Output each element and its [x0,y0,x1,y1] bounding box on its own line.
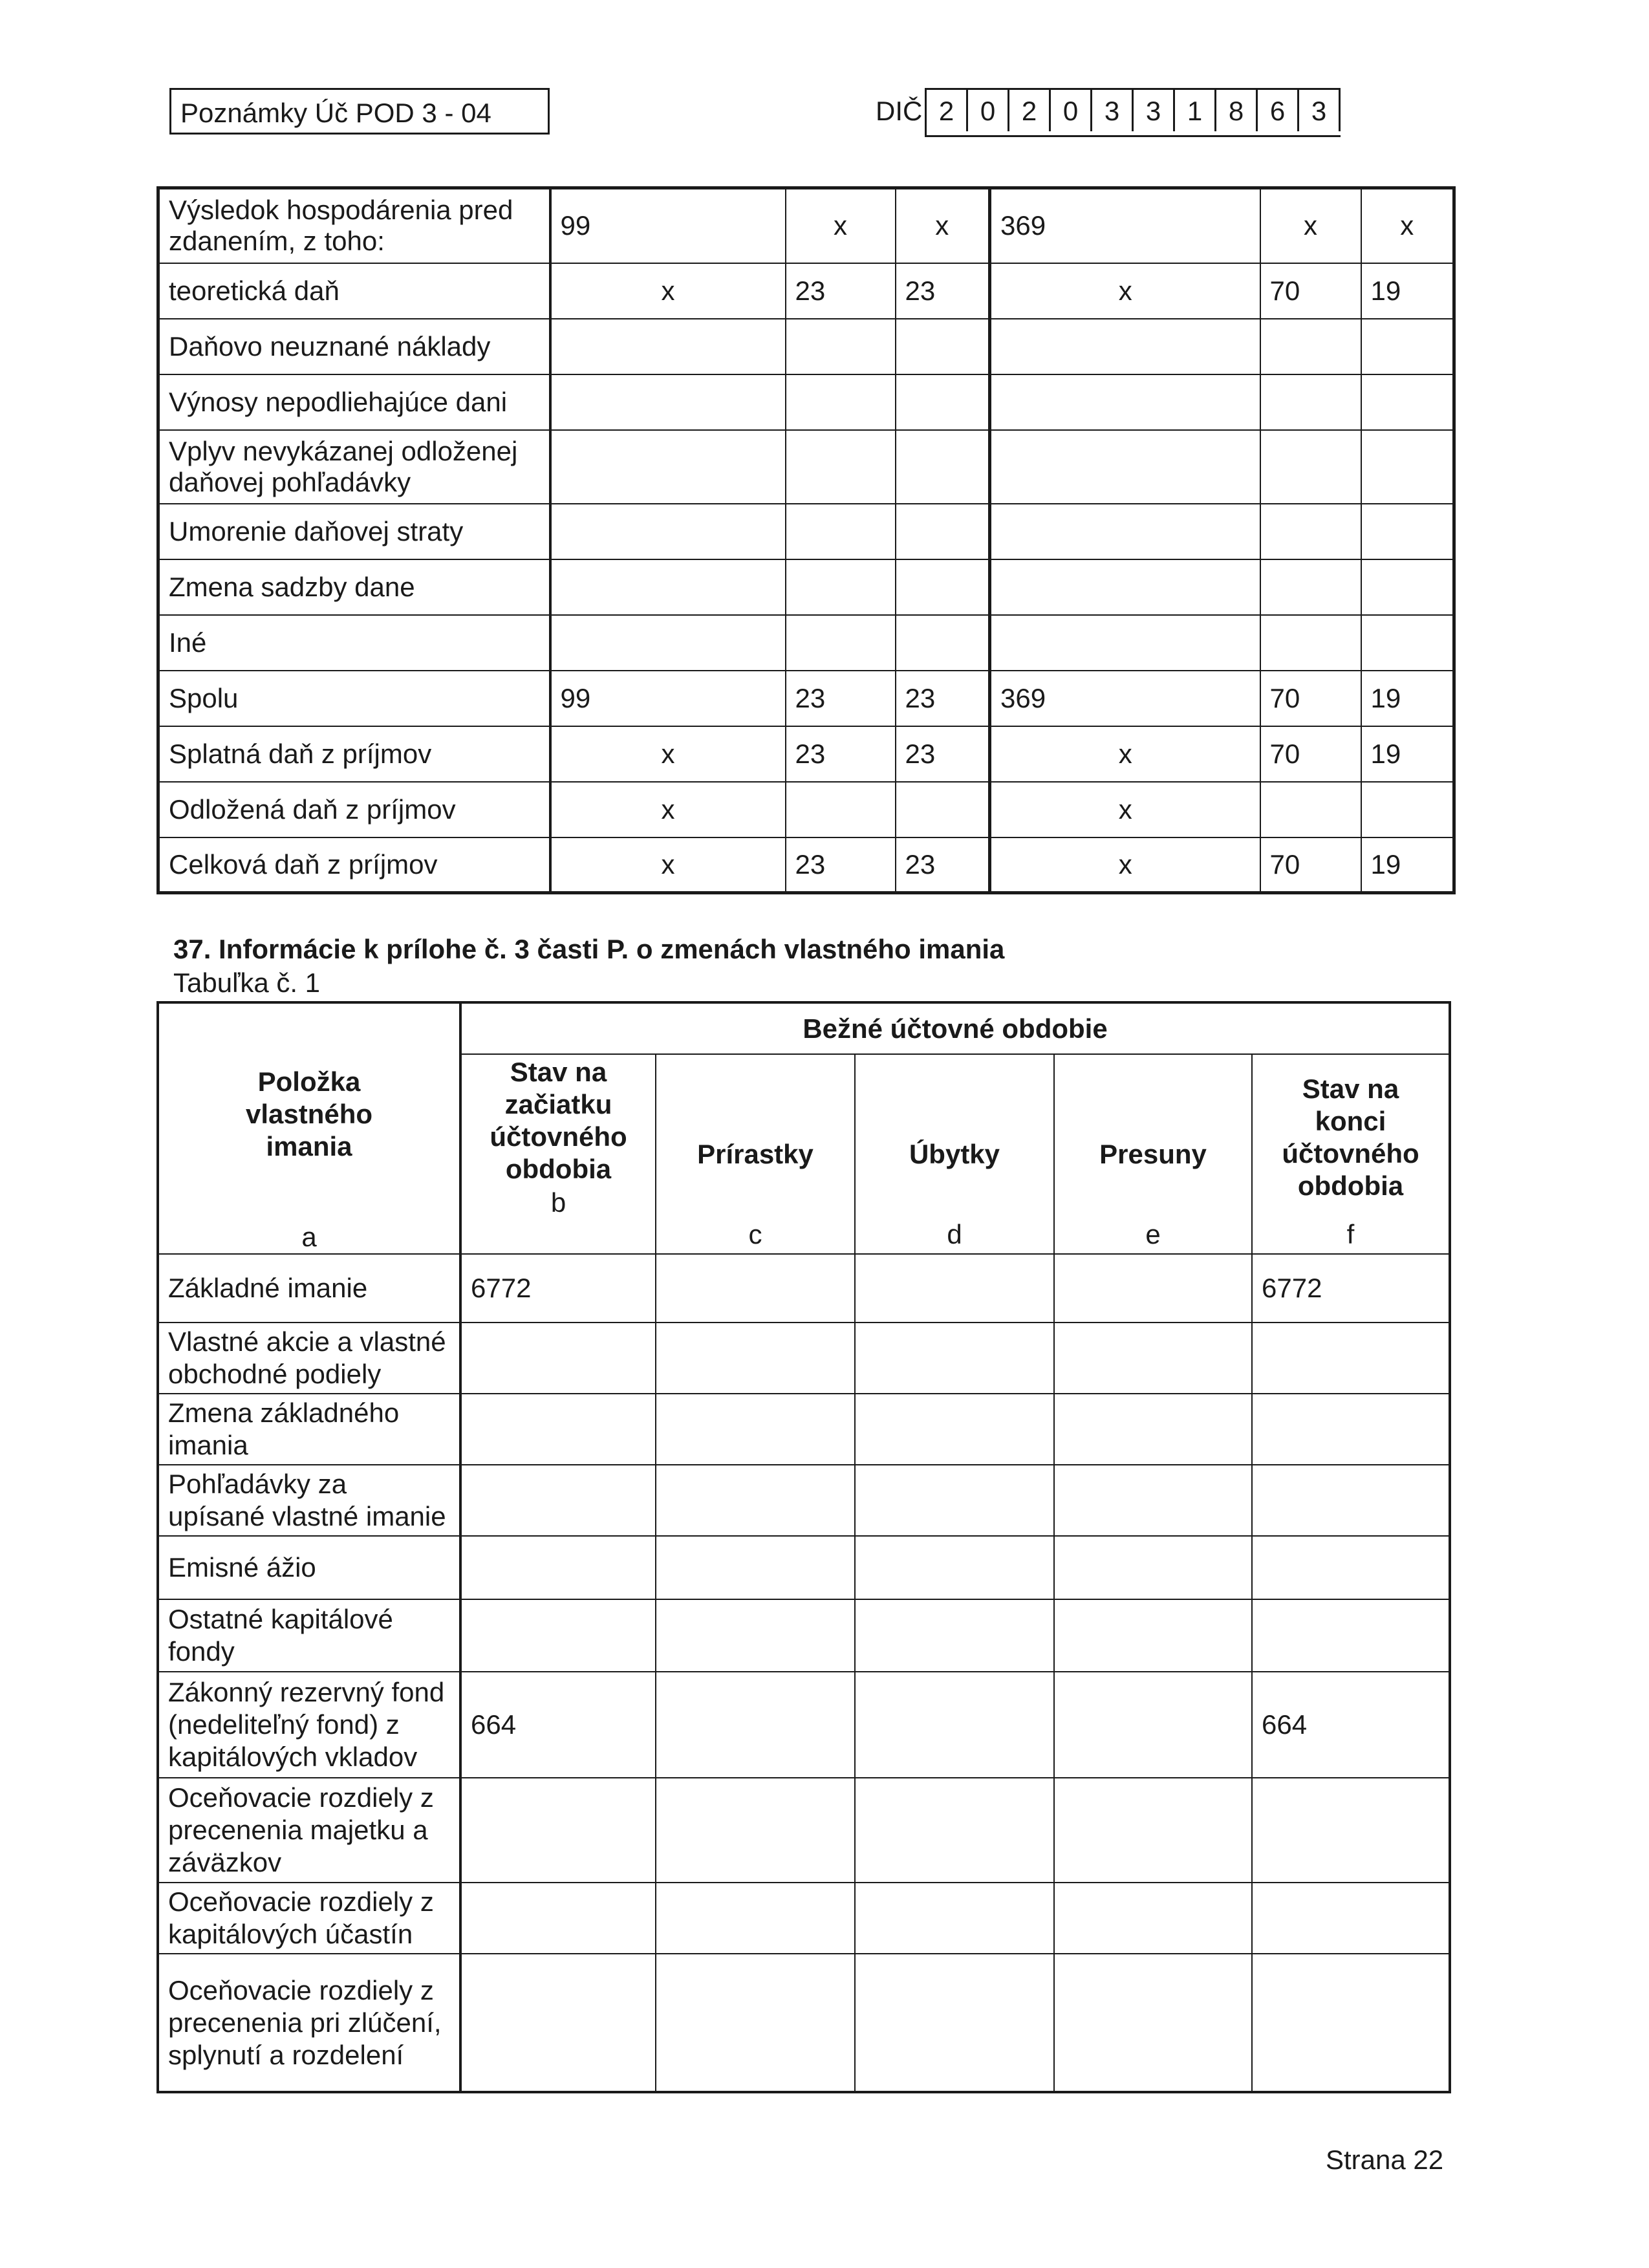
table-cell [460,1465,656,1536]
table-cell [1054,1672,1252,1778]
row-label: Iné [158,615,550,671]
table-cell: 19 [1361,837,1454,893]
column-letter: a [301,1222,317,1252]
row-label: Oceňovacie rozdiely z kapitálových účastín [158,1883,460,1954]
table-cell [550,559,786,615]
table-cell: 6772 [460,1254,656,1323]
column-header-cell [656,1054,855,1254]
column-header: Presuny [1099,1138,1207,1169]
table-cell [855,1394,1054,1465]
table-cell [656,1778,855,1883]
table-cell [1054,1465,1252,1536]
table-row [158,726,1454,782]
table-row [158,1394,1450,1465]
table-cell [460,1536,656,1599]
table-cell: 70 [1260,837,1361,893]
table-cell [656,1599,855,1672]
table-cell: x [550,782,786,837]
column-letter: d [947,1219,962,1249]
table-cell [855,1778,1054,1883]
table-cell [855,1883,1054,1954]
row-label: Oceňovacie rozdiely z precenenia majetku a záväzkov [158,1778,460,1883]
table-cell [1054,1323,1252,1394]
dic-digit: 1 [1175,90,1216,131]
row-label: Umorenie daňovej straty [158,504,550,559]
dic-digit: 8 [1216,90,1258,131]
table-cell: 70 [1260,671,1361,726]
column-header-cell [1054,1054,1252,1254]
row-label: Zmena sadzby dane [158,559,550,615]
table-cell: 6772 [1252,1254,1450,1323]
table-cell: x [1260,188,1361,263]
row-label: Celková daň z príjmov [158,837,550,893]
row-label: Výnosy nepodliehajúce dani [158,374,550,430]
dic-digit: 0 [968,90,1009,131]
table-cell [460,1954,656,2092]
table-row [158,615,1454,671]
table-cell: 23 [786,671,896,726]
table-cell [855,1599,1054,1672]
dic-digit: 3 [1092,90,1134,131]
table-row [158,374,1454,430]
column-header: Prírastky [697,1138,814,1169]
table-cell [786,559,896,615]
row-label: teoretická daň [158,263,550,319]
table-cell [896,430,990,504]
table-cell [550,319,786,374]
table-cell [786,615,896,671]
dic-digit: 0 [1051,90,1092,131]
table-cell [1252,1536,1450,1599]
table-cell [460,1599,656,1672]
table-cell: 23 [896,837,990,893]
table-cell: 23 [896,671,990,726]
table-cell [896,615,990,671]
table-cell [550,615,786,671]
table-cell [1252,1599,1450,1672]
table-cell [656,1672,855,1778]
table-cell: 23 [786,726,896,782]
table-cell [990,374,1260,430]
table-cell: x [990,837,1260,893]
table-cell: x [550,263,786,319]
table-row [158,559,1454,615]
table-cell [786,430,896,504]
table-cell: 23 [896,726,990,782]
table-cell [550,374,786,430]
table-cell [1054,1778,1252,1883]
table-cell [1260,782,1361,837]
table-cell: x [550,726,786,782]
column-letter: e [1145,1219,1161,1249]
table-cell [1252,1323,1450,1394]
table-cell: 369 [990,671,1260,726]
table-row [158,1954,1450,2092]
table-cell [786,319,896,374]
table-cell [1054,1954,1252,2092]
dic-digit: 3 [1299,90,1341,131]
table-row [158,1778,1450,1883]
table-cell [990,504,1260,559]
tax-reconciliation-table [156,186,1456,894]
table-cell [656,1254,855,1323]
table-cell: x [990,726,1260,782]
table-cell: 19 [1361,726,1454,782]
column-letter: c [748,1219,762,1249]
form-label: Poznámky Úč POD 3 - 04 [169,88,550,135]
equity-table-body [158,1002,1450,2092]
table-cell: x [1361,188,1454,263]
table-cell [550,430,786,504]
dic-label: DIČ [876,96,923,126]
row-label: Vlastné akcie a vlastné obchodné podiely [158,1323,460,1394]
table-cell [656,1883,855,1954]
item-header: Položka vlastného imania [245,1066,373,1161]
table-cell: 369 [990,188,1260,263]
table-cell: x [786,188,896,263]
table-cell: 70 [1260,726,1361,782]
table-cell [786,504,896,559]
table-cell [896,559,990,615]
table-cell [855,1254,1054,1323]
table-cell: x [990,782,1260,837]
row-label: Odložená daň z príjmov [158,782,550,837]
row-label: Základné imanie [158,1254,460,1323]
table-cell: x [550,837,786,893]
table-cell [1054,1394,1252,1465]
table-cell [990,319,1260,374]
table-label: Tabuľka č. 1 [173,967,321,998]
table-cell [1252,1394,1450,1465]
table-cell [896,319,990,374]
table-cell [1252,1883,1450,1954]
row-label: Splatná daň z príjmov [158,726,550,782]
table-cell [1361,504,1454,559]
section-heading: 37. Informácie k prílohe č. 3 časti P. o zmenách vlastného imania [173,934,1005,964]
table-row [158,782,1454,837]
table-cell [1361,782,1454,837]
row-label: Spolu [158,671,550,726]
table-row [158,671,1454,726]
table-cell: 23 [786,263,896,319]
table-cell [1252,1465,1450,1536]
table-cell [990,615,1260,671]
table-cell [1361,374,1454,430]
table-cell [1252,1778,1450,1883]
table-cell [1054,1536,1252,1599]
column-header: Stav na začiatku účtovného obdobia [490,1057,627,1185]
table-cell [656,1323,855,1394]
table-cell [786,782,896,837]
table-cell [1252,1954,1450,2092]
table-cell [1260,319,1361,374]
column-letter: f [1346,1219,1355,1249]
table-cell [1054,1254,1252,1323]
table-cell [1054,1883,1252,1954]
column-header: Úbytky [909,1138,1000,1169]
equity-changes-table [156,1001,1451,2093]
table-cell [1054,1599,1252,1672]
row-label: Emisné ážio [158,1536,460,1599]
row-label: Výsledok hospodárenia pred zdanením, z toho: [158,188,550,263]
row-label: Daňovo neuznané náklady [158,319,550,374]
item-header-cell [158,1002,460,1254]
table-row [158,319,1454,374]
table-cell: 70 [1260,263,1361,319]
table-cell [1260,615,1361,671]
table-cell [855,1536,1054,1599]
table-cell [896,504,990,559]
table-cell [855,1323,1054,1394]
dic-digit: 2 [927,90,968,131]
period-header: Bežné účtovné obdobie [460,1002,1450,1054]
table-cell [1361,430,1454,504]
tax-table-body [158,188,1454,893]
table-cell [855,1954,1054,2092]
table-cell: 664 [460,1672,656,1778]
table-cell [1260,430,1361,504]
dic-digit: 3 [1134,90,1175,131]
table-cell [460,1394,656,1465]
table-cell: 99 [550,188,786,263]
table-cell [896,374,990,430]
column-header-cell [460,1054,656,1254]
table-row [158,504,1454,559]
table-cell [656,1954,855,2092]
table-cell: x [990,263,1260,319]
row-label: Ostatné kapitálové fondy [158,1599,460,1672]
table-row [158,188,1454,263]
table-cell [1361,319,1454,374]
table-cell: 23 [896,263,990,319]
table-cell [990,430,1260,504]
table-row [158,1883,1450,1954]
table-row [158,263,1454,319]
table-cell [656,1465,855,1536]
table-cell [1260,374,1361,430]
table-row [158,1254,1450,1323]
column-header: Stav na konci účtovného obdobia [1282,1074,1419,1202]
table-row [158,1536,1450,1599]
row-label: Oceňovacie rozdiely z precenenia pri zlúčení, splynutí a rozdelení [158,1954,460,2092]
table-row [158,1672,1450,1778]
page-number: Strana 22 [1326,2144,1444,2175]
column-header-cell [1252,1054,1450,1254]
dic-digit: 2 [1009,90,1051,131]
table-cell [656,1394,855,1465]
column-letter: b [550,1187,566,1218]
table-cell: x [896,188,990,263]
table-cell [460,1883,656,1954]
table-cell [460,1778,656,1883]
table-cell [656,1536,855,1599]
table-cell [1361,615,1454,671]
table-cell [990,559,1260,615]
table-row [158,1599,1450,1672]
table-row [158,430,1454,504]
table-row [158,837,1454,893]
table-cell: 664 [1252,1672,1450,1778]
table-cell [1260,559,1361,615]
table-cell [460,1323,656,1394]
table-cell [855,1672,1054,1778]
table-cell [786,374,896,430]
table-cell: 19 [1361,671,1454,726]
table-row [158,1465,1450,1536]
table-cell [550,504,786,559]
row-label: Zákonný rezervný fond (nedeliteľný fond) z kapitálových vkladov [158,1672,460,1778]
table-cell [1361,559,1454,615]
table-cell: 23 [786,837,896,893]
row-label: Zmena základného imania [158,1394,460,1465]
table-cell [1260,504,1361,559]
dic-boxes [925,88,1341,137]
row-label: Vplyv nevykázanej odloženej daňovej pohľadávky [158,430,550,504]
table-cell: 99 [550,671,786,726]
dic-digit: 6 [1258,90,1299,131]
table-cell [896,782,990,837]
row-label: Pohľadávky za upísané vlastné imanie [158,1465,460,1536]
column-header-cell [855,1054,1054,1254]
table-cell [855,1465,1054,1536]
table-cell: 19 [1361,263,1454,319]
table-row [158,1323,1450,1394]
